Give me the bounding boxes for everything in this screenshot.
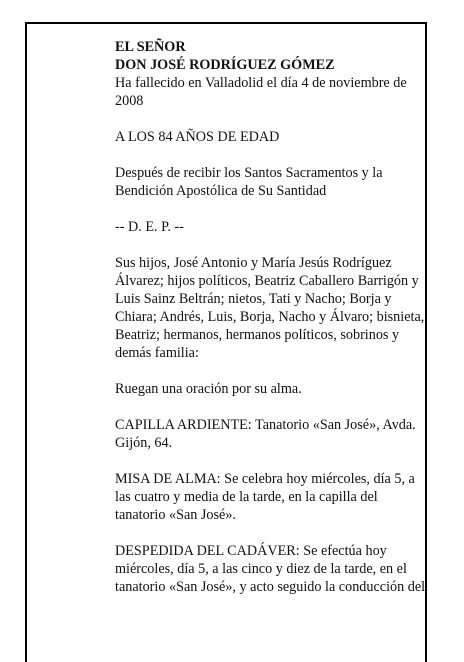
age-line: A LOS 84 AÑOS DE EDAD <box>115 129 280 145</box>
prayer-line: Ruegan una oración por su alma. <box>115 381 302 397</box>
notice-header <box>115 38 427 110</box>
rip-line: -- D. E. P. -- <box>115 219 184 235</box>
chapel-paragraph: CAPILLA ARDIENTE: Tanatorio «San José», Avda. Gijón, 64. <box>115 417 416 451</box>
mass-paragraph: MISA DE ALMA: Se celebra hoy miércoles, día 5, a las cuatro y media de la tarde, en la capilla del tanatorio «San José». <box>115 471 415 523</box>
deceased-name: DON JOSÉ RODRÍGUEZ GÓMEZ <box>115 57 335 73</box>
death-statement: Ha fallecido en Valladolid el día 4 de noviembre de 2008 <box>115 75 407 109</box>
title-line-1: EL SEÑOR <box>115 39 186 55</box>
obituary-notice <box>115 38 427 614</box>
farewell-paragraph: DESPEDIDA DEL CADÁVER: Se efectúa hoy miércoles, día 5, a las cinco y diez de la tarde, en el tanatorio «San José», y acto seguido la conducción del <box>115 543 426 595</box>
family-paragraph: Sus hijos, José Antonio y María Jesús Rodríguez Álvarez; hijos políticos, Beatriz Caballero Barrigón y Luis Sainz Beltrán; nietos, Tati y Nacho; Borja y Chiara; Andrés, Luis, Borja, Nacho y Álvaro; bisnieta, Beatriz; hermanos, hermanos políticos, sobrinos y demás familia: <box>115 255 425 361</box>
sacraments-paragraph: Después de recibir los Santos Sacramentos y la Bendición Apostólica de Su Santidad <box>115 165 383 199</box>
